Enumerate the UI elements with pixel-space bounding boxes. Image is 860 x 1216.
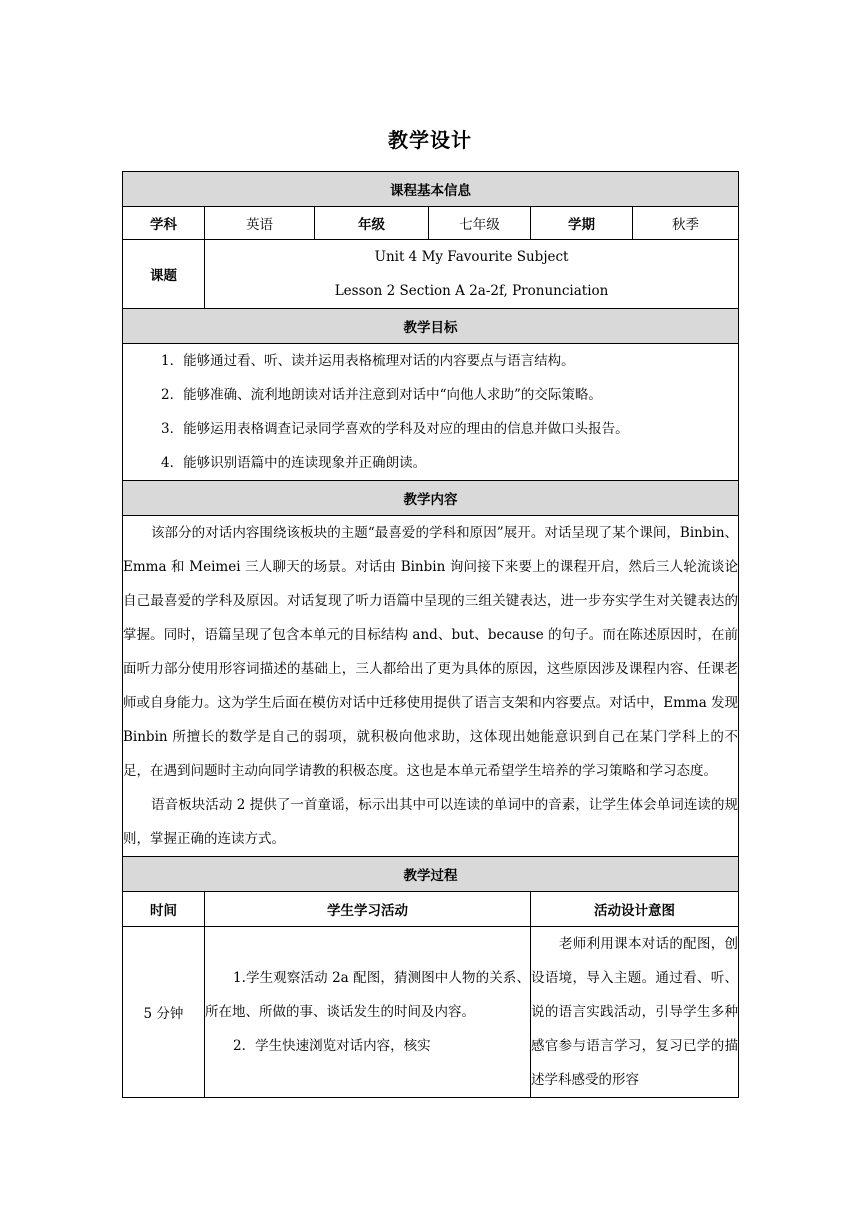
- grade-label: 年级: [315, 207, 429, 240]
- col-activity-header: 学生学习活动: [205, 892, 531, 927]
- process-columns-row: [123, 892, 739, 927]
- topic-row: [123, 240, 739, 309]
- process-header-row: [123, 857, 739, 892]
- subject-grade-term-row: [123, 207, 739, 240]
- activity-item: 2．学生快速浏览对话内容，核实: [233, 1038, 431, 1054]
- objective-item: 1．能够通过看、听、读并运用表格梳理对话的内容要点与语言结构。: [161, 353, 575, 369]
- document-title: 教学设计: [388, 128, 472, 152]
- col-intent-header: 活动设计意图: [531, 892, 739, 927]
- topic-line-2: Lesson 2 Section A 2a-2f, Pronunciation: [334, 283, 609, 299]
- content-paragraph: 语音板块活动 2 提供了一首童谣，标示出其中可以连读的单词中的音素，让学生体会单词连读的规则，掌握正确的连读方式。: [123, 797, 739, 847]
- process-header: 教学过程: [123, 857, 739, 892]
- lesson-plan-table: [122, 171, 739, 1098]
- col-time-header: 时间: [123, 892, 205, 927]
- objective-item: 4．能够识别语篇中的连读现象并正确朗读。: [161, 455, 427, 471]
- content-paragraph: 该部分的对话内容围绕该板块的主题“最喜爱的学科和原因”展开。对话呈现了某个课间，Binbin、Emma 和 Meimei 三人聊天的场景。对话由 Binbin 询问接下来要上的课程开启，然后三人轮流谈论自己最喜爱的学科及原因。对话复现了听力语篇中呈现的三组关键表达，进一步夯实学生对关键表达的掌握。同时，语篇呈现了包含本单元的目标结构 and、but、because 的句子。而在陈述原因时，在前面听力部分使用形容词描述的基础上，三人都给出了更为具体的原因，这些原因涉及课程内容、任课老师或自身能力。这为学生后面在模仿对话中迁移使用提供了语言支架和内容要点。对话中，Emma 发现 Binbin 所擅长的数学是自己的弱项，就积极向他求助，这体现出她能意识到自己在某门学科上的不足，在遇到问题时主动向同学请教的积极态度。这也是本单元希望学生培养的学习策略和学习态度。: [123, 525, 739, 779]
- objectives-list: [123, 344, 739, 481]
- content-row: [123, 516, 739, 857]
- intent-text: 老师利用课本对话的配图，创设语境，导入主题。通过看、听、说的语言实践活动，引导学生多种感官参与语言学习，复习已学的描述学科感受的形容: [531, 936, 739, 1088]
- term-label: 学期: [531, 207, 633, 240]
- basic-info-header: 课程基本信息: [123, 172, 739, 207]
- basic-info-header-row: [123, 172, 739, 207]
- term-value: 秋季: [633, 207, 739, 240]
- objectives-row: [123, 344, 739, 481]
- objectives-header-row: [123, 309, 739, 344]
- content-header: 教学内容: [123, 481, 739, 516]
- content-header-row: [123, 481, 739, 516]
- topic-line-1: Unit 4 My Favourite Subject: [374, 249, 569, 265]
- process-time: 5 分钟: [123, 927, 205, 1098]
- subject-value: 英语: [205, 207, 315, 240]
- objective-item: 3．能够运用表格调查记录同学喜欢的学科及对应的理由的信息并做口头报告。: [161, 421, 629, 437]
- topic-value: [205, 240, 739, 309]
- process-row: [123, 927, 739, 1098]
- process-activities: [205, 927, 531, 1098]
- objectives-header: 教学目标: [123, 309, 739, 344]
- grade-value: 七年级: [429, 207, 531, 240]
- subject-label: 学科: [123, 207, 205, 240]
- activity-item: 1.学生观察活动 2a 配图，猜测图中人物的关系、所在地、所做的事、谈话发生的时间及内容。: [205, 970, 530, 1020]
- content-body: [123, 516, 739, 857]
- process-intent: [531, 927, 739, 1098]
- objective-item: 2．能够准确、流利地朗读对话并注意到对话中“向他人求助”的交际策略。: [161, 387, 602, 403]
- topic-label: 课题: [123, 240, 205, 309]
